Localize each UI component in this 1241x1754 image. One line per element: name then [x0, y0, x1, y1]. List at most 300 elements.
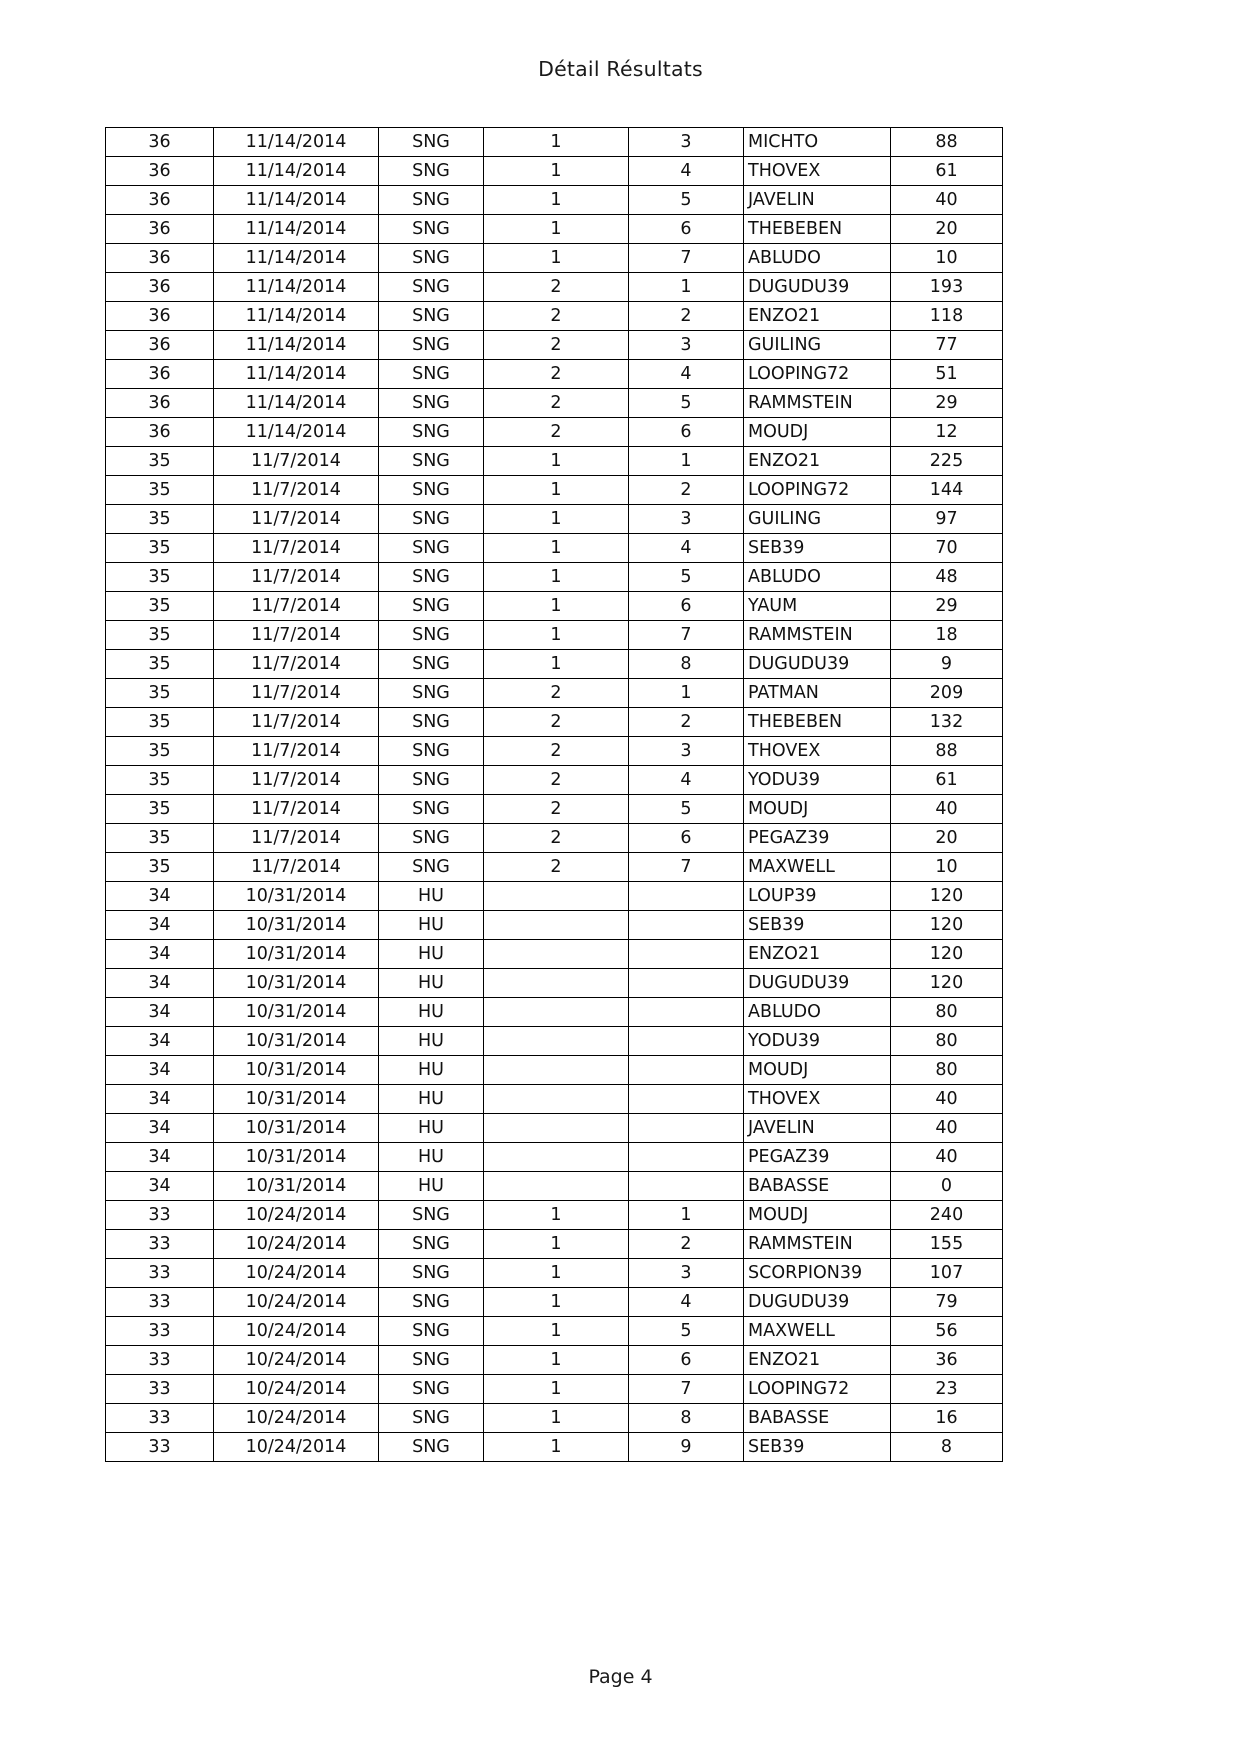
cell-place: 1	[629, 273, 744, 302]
cell-type: SNG	[379, 1375, 484, 1404]
cell-place	[629, 1085, 744, 1114]
cell-score: 79	[891, 1288, 1003, 1317]
cell-date: 11/7/2014	[214, 563, 379, 592]
cell-table: 1	[484, 1433, 629, 1462]
cell-week: 34	[106, 969, 214, 998]
cell-table: 1	[484, 128, 629, 157]
cell-type: HU	[379, 1056, 484, 1085]
cell-player: MAXWELL	[744, 853, 891, 882]
cell-date: 11/14/2014	[214, 128, 379, 157]
cell-table: 1	[484, 1346, 629, 1375]
table-row	[106, 969, 1003, 998]
cell-player: ENZO21	[744, 940, 891, 969]
cell-player: YODU39	[744, 1027, 891, 1056]
cell-table: 1	[484, 621, 629, 650]
cell-week: 34	[106, 1172, 214, 1201]
cell-player: ENZO21	[744, 1346, 891, 1375]
table-row	[106, 1346, 1003, 1375]
cell-place: 6	[629, 824, 744, 853]
table-row	[106, 1056, 1003, 1085]
cell-score: 12	[891, 418, 1003, 447]
cell-player: MOUDJ	[744, 1201, 891, 1230]
cell-week: 35	[106, 679, 214, 708]
cell-player: GUILING	[744, 331, 891, 360]
cell-date: 11/14/2014	[214, 418, 379, 447]
cell-score: 225	[891, 447, 1003, 476]
cell-type: SNG	[379, 650, 484, 679]
cell-place: 5	[629, 186, 744, 215]
cell-type: SNG	[379, 766, 484, 795]
cell-place: 1	[629, 447, 744, 476]
results-table-body	[106, 128, 1003, 1462]
cell-date: 11/7/2014	[214, 534, 379, 563]
cell-date: 10/24/2014	[214, 1404, 379, 1433]
table-row	[106, 534, 1003, 563]
cell-week: 35	[106, 650, 214, 679]
cell-date: 11/7/2014	[214, 592, 379, 621]
cell-date: 11/7/2014	[214, 476, 379, 505]
cell-date: 10/24/2014	[214, 1288, 379, 1317]
cell-week: 36	[106, 244, 214, 273]
table-row	[106, 824, 1003, 853]
table-row	[106, 215, 1003, 244]
table-row	[106, 1259, 1003, 1288]
cell-player: JAVELIN	[744, 186, 891, 215]
cell-place: 4	[629, 766, 744, 795]
cell-type: SNG	[379, 505, 484, 534]
cell-score: 120	[891, 969, 1003, 998]
table-row	[106, 1172, 1003, 1201]
cell-week: 34	[106, 911, 214, 940]
cell-place: 6	[629, 592, 744, 621]
cell-player: SEB39	[744, 911, 891, 940]
cell-player: RAMMSTEIN	[744, 621, 891, 650]
cell-player: SEB39	[744, 1433, 891, 1462]
cell-type: HU	[379, 1085, 484, 1114]
cell-date: 10/31/2014	[214, 998, 379, 1027]
table-row	[106, 679, 1003, 708]
cell-place: 7	[629, 244, 744, 273]
cell-table: 2	[484, 302, 629, 331]
cell-score: 20	[891, 215, 1003, 244]
cell-score: 8	[891, 1433, 1003, 1462]
cell-table: 1	[484, 650, 629, 679]
cell-type: SNG	[379, 563, 484, 592]
cell-place: 1	[629, 1201, 744, 1230]
cell-place: 4	[629, 157, 744, 186]
cell-table: 2	[484, 853, 629, 882]
cell-score: 29	[891, 389, 1003, 418]
cell-table	[484, 1143, 629, 1172]
cell-date: 11/7/2014	[214, 679, 379, 708]
cell-player: MAXWELL	[744, 1317, 891, 1346]
cell-score: 16	[891, 1404, 1003, 1433]
cell-place: 5	[629, 795, 744, 824]
cell-player: MOUDJ	[744, 795, 891, 824]
cell-place: 4	[629, 534, 744, 563]
cell-week: 36	[106, 331, 214, 360]
cell-date: 10/24/2014	[214, 1375, 379, 1404]
cell-type: SNG	[379, 215, 484, 244]
cell-score: 40	[891, 1143, 1003, 1172]
cell-week: 33	[106, 1317, 214, 1346]
table-row	[106, 621, 1003, 650]
cell-player: THEBEBEN	[744, 215, 891, 244]
cell-week: 34	[106, 998, 214, 1027]
table-row	[106, 882, 1003, 911]
cell-week: 33	[106, 1201, 214, 1230]
cell-type: SNG	[379, 447, 484, 476]
cell-player: PEGAZ39	[744, 824, 891, 853]
table-row	[106, 998, 1003, 1027]
cell-week: 35	[106, 534, 214, 563]
cell-date: 10/31/2014	[214, 940, 379, 969]
cell-score: 61	[891, 157, 1003, 186]
table-row	[106, 911, 1003, 940]
cell-table: 2	[484, 360, 629, 389]
cell-table	[484, 882, 629, 911]
cell-score: 10	[891, 853, 1003, 882]
cell-week: 33	[106, 1433, 214, 1462]
cell-score: 118	[891, 302, 1003, 331]
cell-score: 29	[891, 592, 1003, 621]
cell-date: 11/7/2014	[214, 708, 379, 737]
cell-place: 6	[629, 418, 744, 447]
cell-player: MOUDJ	[744, 1056, 891, 1085]
table-row	[106, 1201, 1003, 1230]
cell-place: 5	[629, 389, 744, 418]
cell-place: 7	[629, 853, 744, 882]
table-row	[106, 795, 1003, 824]
cell-date: 10/31/2014	[214, 1027, 379, 1056]
cell-player: DUGUDU39	[744, 650, 891, 679]
table-row	[106, 1317, 1003, 1346]
cell-score: 40	[891, 1085, 1003, 1114]
cell-score: 107	[891, 1259, 1003, 1288]
cell-table	[484, 1027, 629, 1056]
cell-player: JAVELIN	[744, 1114, 891, 1143]
cell-table: 2	[484, 273, 629, 302]
cell-type: SNG	[379, 302, 484, 331]
cell-date: 10/31/2014	[214, 1172, 379, 1201]
cell-date: 11/14/2014	[214, 331, 379, 360]
cell-player: LOOPING72	[744, 1375, 891, 1404]
cell-type: SNG	[379, 1230, 484, 1259]
cell-table: 1	[484, 1259, 629, 1288]
cell-week: 35	[106, 824, 214, 853]
cell-player: BABASSE	[744, 1404, 891, 1433]
cell-table: 1	[484, 505, 629, 534]
cell-player: YAUM	[744, 592, 891, 621]
cell-type: SNG	[379, 1317, 484, 1346]
cell-player: RAMMSTEIN	[744, 1230, 891, 1259]
cell-date: 11/7/2014	[214, 824, 379, 853]
cell-week: 36	[106, 389, 214, 418]
cell-table	[484, 1172, 629, 1201]
cell-place	[629, 969, 744, 998]
table-row	[106, 563, 1003, 592]
cell-week: 36	[106, 273, 214, 302]
table-row	[106, 186, 1003, 215]
cell-player: PEGAZ39	[744, 1143, 891, 1172]
cell-table: 1	[484, 1375, 629, 1404]
cell-table: 1	[484, 476, 629, 505]
cell-place: 3	[629, 1259, 744, 1288]
cell-type: HU	[379, 998, 484, 1027]
table-row	[106, 389, 1003, 418]
cell-score: 193	[891, 273, 1003, 302]
cell-score: 48	[891, 563, 1003, 592]
cell-score: 120	[891, 882, 1003, 911]
cell-score: 88	[891, 128, 1003, 157]
cell-place: 4	[629, 360, 744, 389]
table-row	[106, 1375, 1003, 1404]
cell-place: 7	[629, 621, 744, 650]
cell-place: 5	[629, 1317, 744, 1346]
cell-table: 2	[484, 389, 629, 418]
cell-type: SNG	[379, 534, 484, 563]
cell-place	[629, 940, 744, 969]
cell-score: 80	[891, 998, 1003, 1027]
results-table	[105, 127, 1003, 1462]
cell-place	[629, 1027, 744, 1056]
cell-week: 36	[106, 186, 214, 215]
cell-player: THOVEX	[744, 737, 891, 766]
cell-player: THEBEBEN	[744, 708, 891, 737]
cell-type: SNG	[379, 360, 484, 389]
cell-place: 2	[629, 708, 744, 737]
cell-type: SNG	[379, 795, 484, 824]
cell-date: 10/31/2014	[214, 882, 379, 911]
cell-place: 3	[629, 128, 744, 157]
cell-place: 8	[629, 650, 744, 679]
cell-player: PATMAN	[744, 679, 891, 708]
cell-type: SNG	[379, 1201, 484, 1230]
cell-type: HU	[379, 1143, 484, 1172]
cell-place: 1	[629, 679, 744, 708]
cell-type: HU	[379, 1172, 484, 1201]
cell-type: SNG	[379, 331, 484, 360]
cell-type: SNG	[379, 853, 484, 882]
cell-player: ABLUDO	[744, 998, 891, 1027]
cell-score: 56	[891, 1317, 1003, 1346]
cell-week: 35	[106, 505, 214, 534]
table-row	[106, 940, 1003, 969]
cell-date: 10/31/2014	[214, 1085, 379, 1114]
cell-type: SNG	[379, 389, 484, 418]
cell-date: 11/7/2014	[214, 505, 379, 534]
cell-player: LOOPING72	[744, 476, 891, 505]
cell-date: 11/7/2014	[214, 737, 379, 766]
cell-player: DUGUDU39	[744, 969, 891, 998]
cell-table: 1	[484, 1230, 629, 1259]
cell-table: 1	[484, 1404, 629, 1433]
cell-score: 9	[891, 650, 1003, 679]
cell-player: SEB39	[744, 534, 891, 563]
cell-player: ENZO21	[744, 447, 891, 476]
table-row	[106, 360, 1003, 389]
cell-score: 97	[891, 505, 1003, 534]
cell-date: 10/31/2014	[214, 911, 379, 940]
cell-type: SNG	[379, 1288, 484, 1317]
cell-date: 10/31/2014	[214, 1114, 379, 1143]
cell-place: 2	[629, 302, 744, 331]
cell-date: 10/24/2014	[214, 1346, 379, 1375]
cell-score: 40	[891, 1114, 1003, 1143]
cell-type: SNG	[379, 1346, 484, 1375]
table-row	[106, 128, 1003, 157]
cell-table: 2	[484, 679, 629, 708]
cell-date: 11/14/2014	[214, 157, 379, 186]
cell-date: 10/24/2014	[214, 1201, 379, 1230]
table-row	[106, 1114, 1003, 1143]
cell-week: 34	[106, 1027, 214, 1056]
cell-type: SNG	[379, 621, 484, 650]
cell-table: 1	[484, 1288, 629, 1317]
table-row	[106, 1433, 1003, 1462]
cell-place	[629, 882, 744, 911]
cell-player: MICHTO	[744, 128, 891, 157]
cell-player: RAMMSTEIN	[744, 389, 891, 418]
table-row	[106, 1085, 1003, 1114]
cell-table	[484, 940, 629, 969]
cell-place	[629, 1056, 744, 1085]
cell-score: 18	[891, 621, 1003, 650]
cell-week: 33	[106, 1288, 214, 1317]
table-row	[106, 331, 1003, 360]
cell-player: THOVEX	[744, 1085, 891, 1114]
cell-week: 35	[106, 621, 214, 650]
cell-type: HU	[379, 940, 484, 969]
cell-score: 80	[891, 1027, 1003, 1056]
cell-table: 1	[484, 186, 629, 215]
cell-week: 35	[106, 476, 214, 505]
cell-place	[629, 911, 744, 940]
cell-date: 10/24/2014	[214, 1317, 379, 1346]
table-row	[106, 1027, 1003, 1056]
cell-table: 1	[484, 563, 629, 592]
cell-score: 70	[891, 534, 1003, 563]
table-row	[106, 592, 1003, 621]
cell-week: 35	[106, 795, 214, 824]
cell-type: SNG	[379, 679, 484, 708]
cell-date: 11/14/2014	[214, 244, 379, 273]
cell-score: 240	[891, 1201, 1003, 1230]
cell-place: 3	[629, 505, 744, 534]
cell-type: HU	[379, 911, 484, 940]
cell-table	[484, 1085, 629, 1114]
cell-type: SNG	[379, 157, 484, 186]
cell-week: 36	[106, 302, 214, 331]
cell-week: 33	[106, 1230, 214, 1259]
cell-player: DUGUDU39	[744, 1288, 891, 1317]
cell-date: 10/31/2014	[214, 969, 379, 998]
cell-table: 2	[484, 795, 629, 824]
cell-table	[484, 911, 629, 940]
cell-score: 36	[891, 1346, 1003, 1375]
cell-type: SNG	[379, 244, 484, 273]
cell-table: 1	[484, 447, 629, 476]
cell-place	[629, 998, 744, 1027]
cell-date: 11/7/2014	[214, 621, 379, 650]
cell-score: 209	[891, 679, 1003, 708]
cell-place: 2	[629, 476, 744, 505]
cell-place: 2	[629, 1230, 744, 1259]
table-row	[106, 157, 1003, 186]
cell-player: ABLUDO	[744, 563, 891, 592]
cell-date: 10/31/2014	[214, 1143, 379, 1172]
cell-player: LOOPING72	[744, 360, 891, 389]
cell-date: 11/7/2014	[214, 766, 379, 795]
cell-type: SNG	[379, 737, 484, 766]
cell-place: 6	[629, 1346, 744, 1375]
cell-type: SNG	[379, 592, 484, 621]
page-footer: Page 4	[588, 1666, 653, 1688]
table-row	[106, 476, 1003, 505]
cell-week: 36	[106, 360, 214, 389]
table-row	[106, 244, 1003, 273]
cell-score: 40	[891, 795, 1003, 824]
cell-date: 11/7/2014	[214, 795, 379, 824]
cell-date: 10/31/2014	[214, 1056, 379, 1085]
results-table-container	[0, 127, 1241, 1462]
cell-week: 34	[106, 1143, 214, 1172]
table-row	[106, 708, 1003, 737]
cell-table: 2	[484, 824, 629, 853]
cell-type: SNG	[379, 186, 484, 215]
cell-place: 7	[629, 1375, 744, 1404]
cell-score: 51	[891, 360, 1003, 389]
cell-date: 10/24/2014	[214, 1230, 379, 1259]
cell-player: ENZO21	[744, 302, 891, 331]
cell-type: HU	[379, 1114, 484, 1143]
cell-player: LOUP39	[744, 882, 891, 911]
cell-table	[484, 1056, 629, 1085]
cell-place: 6	[629, 215, 744, 244]
cell-place: 8	[629, 1404, 744, 1433]
cell-table: 1	[484, 592, 629, 621]
cell-player: THOVEX	[744, 157, 891, 186]
table-row	[106, 853, 1003, 882]
cell-table: 1	[484, 157, 629, 186]
cell-score: 132	[891, 708, 1003, 737]
cell-week: 34	[106, 882, 214, 911]
cell-type: SNG	[379, 476, 484, 505]
cell-type: SNG	[379, 273, 484, 302]
cell-date: 10/24/2014	[214, 1433, 379, 1462]
cell-score: 77	[891, 331, 1003, 360]
cell-week: 33	[106, 1346, 214, 1375]
cell-type: SNG	[379, 128, 484, 157]
cell-player: MOUDJ	[744, 418, 891, 447]
cell-player: ABLUDO	[744, 244, 891, 273]
cell-table: 2	[484, 331, 629, 360]
cell-type: HU	[379, 969, 484, 998]
cell-week: 34	[106, 1085, 214, 1114]
cell-week: 34	[106, 940, 214, 969]
cell-week: 35	[106, 766, 214, 795]
cell-score: 155	[891, 1230, 1003, 1259]
cell-place	[629, 1172, 744, 1201]
cell-player: DUGUDU39	[744, 273, 891, 302]
cell-week: 36	[106, 128, 214, 157]
table-row	[106, 273, 1003, 302]
cell-table	[484, 998, 629, 1027]
cell-week: 35	[106, 737, 214, 766]
cell-table: 1	[484, 1201, 629, 1230]
cell-date: 11/7/2014	[214, 853, 379, 882]
cell-week: 36	[106, 215, 214, 244]
